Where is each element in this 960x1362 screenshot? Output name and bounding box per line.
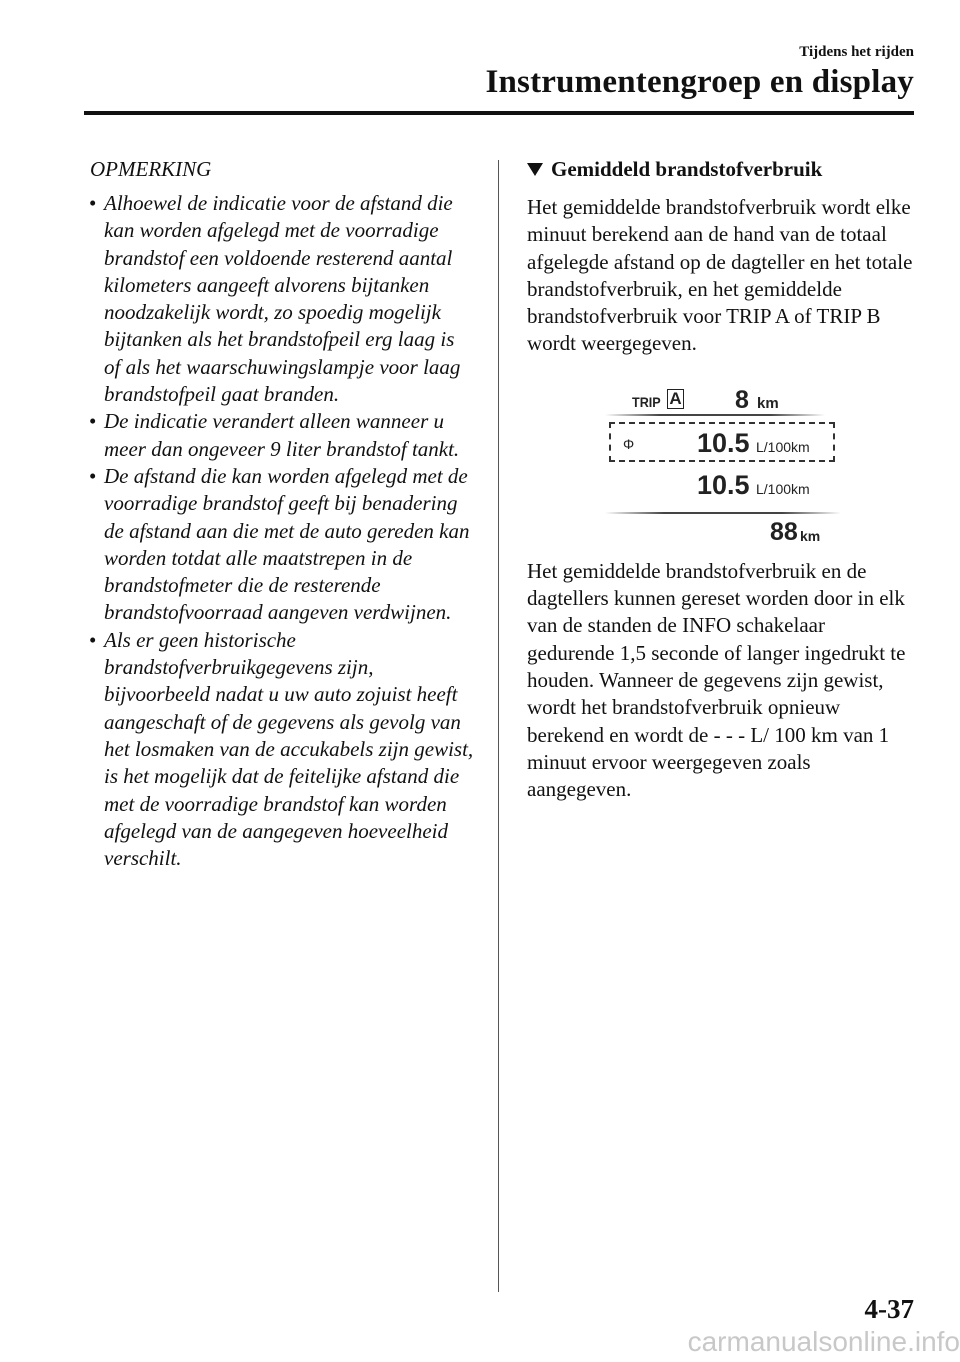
header-rule — [84, 111, 914, 115]
note-item-text: Alhoewel de indicatie voor de afstand die kan worden afgelegd met de voorradige brandstof een voldoende resterend aantal kilometers aangeeft alvorens bijtanken noodzakelijk wordt, zo spoedig mogelijk bijtanken als het brandstofpeil erg laag is of als het waarschuwingslampje voor laag brandstofpeil gaat branden. — [104, 191, 461, 407]
phi-icon: Φ — [623, 435, 635, 452]
note-item-text: De indicatie verandert alleen wanneer u meer dan ongeveer 9 liter brandstof tankt. — [104, 409, 460, 461]
bullet-icon: • — [89, 191, 97, 215]
average-consumption-unit: L/100km — [756, 438, 810, 455]
section-paragraph-2: Het gemiddelde brandstofverbruik en de dagtellers kunnen gereset worden door in elk van de standen de INFO schakelaar gedurende 1,5 seconde of langer ingedrukt te houden. Wanneer de gegevens zijn gewist, wordt het brandstofverbruik opnieuw berekend en wordt de - - - L/ 100 km van 1 minuut ervoor weergegeven zoals aangegeven. — [527, 558, 906, 802]
current-consumption-value: 10.5 — [697, 469, 750, 500]
note-item — [84, 408, 474, 463]
note-item-text: Als er geen historische brandstofverbruikgegevens zijn, bijvoorbeeld nadat u uw auto zojuist heeft aangeschaft of de gegevens als gevolg van het losmaken van de accukabels zijn gewist, is het mogelijk dat de feitelijke afstand die met de voorradige brandstof kan worden afgelegd van de aangegeven hoeveelheid verschilt. — [104, 627, 474, 871]
note-item — [84, 190, 474, 408]
note-item — [84, 463, 474, 627]
trip-label: TRIP — [632, 393, 661, 410]
header-section: Tijdens het rijden — [799, 44, 914, 60]
column-divider — [498, 160, 499, 1292]
header-title: Instrumentengroep en display — [485, 64, 914, 100]
bullet-icon: • — [89, 627, 97, 652]
note-item — [84, 627, 474, 873]
section-paragraph-1: Het gemiddelde brandstofverbruik wordt elke minuut berekend aan de hand van de totaal afgelegde afstand op de dagteller en het totale brandstofverbruik, en het gemiddelde brandstofverbruik voor TRIP A of TRIP B wordt weergegeven. — [527, 195, 913, 356]
range-value: 88 — [770, 517, 798, 546]
trip-id-box: A — [667, 389, 684, 409]
fuel-display-illustration — [605, 385, 845, 558]
trip-unit: km — [757, 394, 779, 412]
note-item-text: De afstand die kan worden afgelegd met de voorradige brandstof geeft bij benadering de afstand aan die met de auto gereden kan worden totdat alle maatstrepen in de brandstofmeter die de resterende brandstofvoorraad aangeven verdwijnen. — [104, 463, 470, 625]
display-bottom-line — [605, 512, 841, 514]
triangle-down-icon — [527, 163, 543, 176]
note-list — [84, 190, 474, 872]
display-top-line — [605, 414, 825, 416]
average-consumption-value: 10.5 — [697, 427, 750, 458]
section-heading — [527, 157, 917, 182]
current-consumption-unit: L/100km — [756, 480, 810, 497]
bullet-icon: • — [89, 409, 97, 434]
note-heading: OPMERKING — [90, 157, 212, 181]
trip-value: 8 — [735, 385, 749, 414]
section-heading-text: Gemiddeld brandstofverbruik — [551, 157, 823, 181]
range-unit: km — [800, 527, 821, 544]
watermark: carmanualsonline.info — [687, 1326, 960, 1357]
page-number: 4-37 — [864, 1294, 914, 1324]
bullet-icon: • — [89, 463, 97, 488]
right-column — [527, 157, 917, 803]
left-column — [84, 157, 474, 872]
